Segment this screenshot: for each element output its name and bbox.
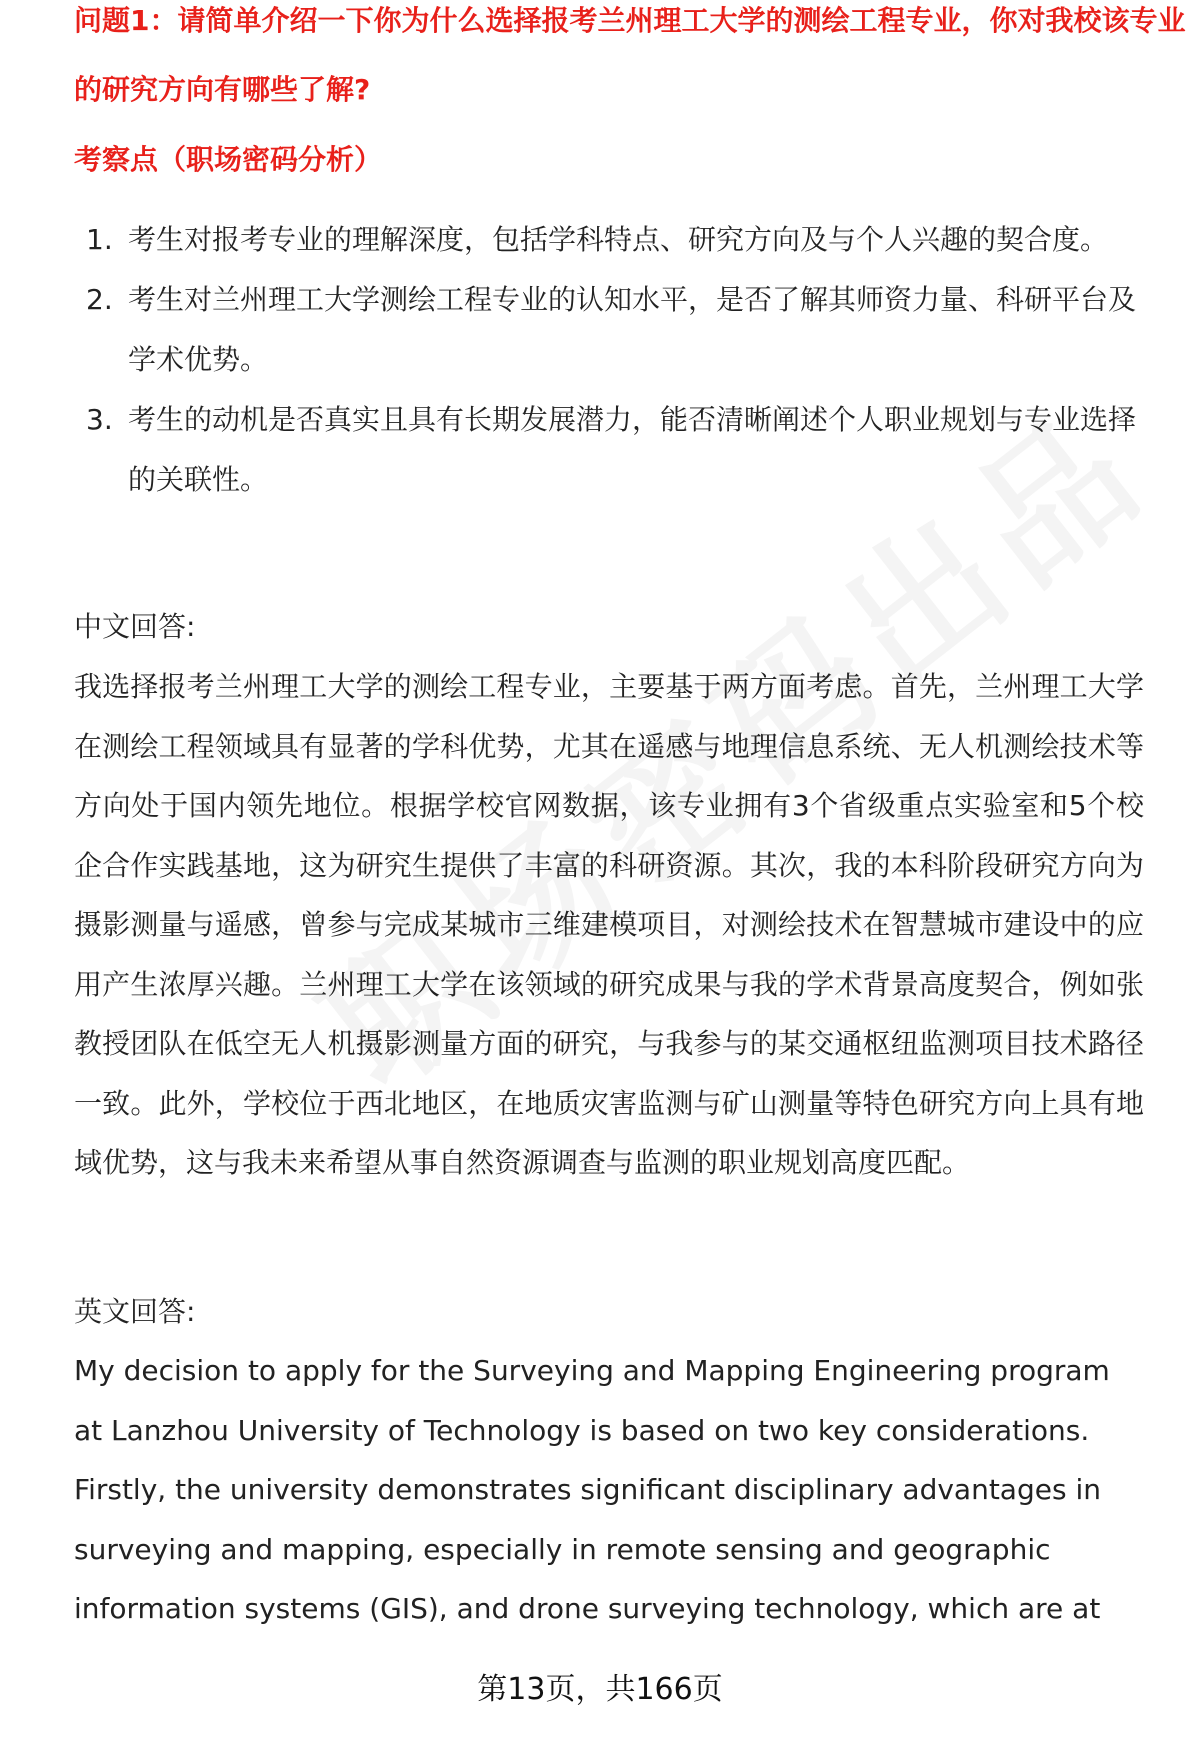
chinese-answer-text: 我选择报考兰州理工大学的测绘工程专业，主要基于两方面考虑。首先，兰州理工大学在测绘工程领域具有显著的学科优势，尤其在遥感与地理信息系统、无人机测绘技术等方向处于国内领先地位。根据学校官网数据，该专业拥有3个省级重点实验室和5个校企合作实践基地，这为研究生提供了丰富的科研资源。其次，我的本科阶段研究方向为摄影测量与遥感，曾参与完成某城市三维建模项目，对测绘技术在智慧城市建设中的应用产生浓厚兴趣。兰州理工大学在该领域的研究成果与我的学术背景高度契合，例如张教授团队在低空无人机摄影测量方面的研究，与我参与的某交通枢纽监测项目技术路径一致。此外，学校位于西北地区，在地质灾害监测与矿山测量等特色研究方向上具有地域优势，这与我未来希望从事自然资源调查与监测的职业规划高度匹配。 [74, 670, 1144, 1179]
point-number: 3. [86, 403, 113, 436]
point-number: 1. [86, 223, 113, 256]
question-line-1: 问题1：请简单介绍一下你为什么选择报考兰州理工大学的测绘工程专业，你对我校该专业 [74, 4, 1186, 37]
point-text: 考生的动机是否真实且具有长期发展潜力，能否清晰阐述个人职业规划与专业选择的关联性。 [128, 403, 1137, 496]
page-number-footer: 第13页，共166页 [477, 1672, 723, 1707]
analysis-title: 考察点（职场密码分析） [74, 143, 383, 176]
question-line-2-wrap [74, 69, 370, 111]
question-clipped-line [74, 4, 1186, 46]
point-number: 2. [86, 283, 113, 316]
analysis-point-1 [74, 210, 1144, 270]
point-text: 考生对兰州理工大学测绘工程专业的认知水平，是否了解其师资力量、科研平台及学术优势。 [128, 283, 1137, 376]
analysis-point-2 [74, 270, 1144, 390]
question-line-2: 的研究方向有哪些了解? [74, 73, 371, 106]
analysis-point-3 [74, 390, 1144, 510]
english-answer-label: 英文回答: [74, 1295, 196, 1328]
point-text: 考生对报考专业的理解深度，包括学科特点、研究方向及与个人兴趣的契合度。 [128, 223, 1109, 256]
english-answer-text: My decision to apply for the Surveying and Mapping Engineering program at Lanzhou University of Technology is based on two key considerations. Firstly, the university demonstrates significant disciplinary advantages in surveying and mapping, especially in remote sensing and geographic information systems (GIS), and drone surveying technology, which are at [74, 1354, 1110, 1625]
analysis-points-list [74, 210, 1144, 510]
chinese-answer-label: 中文回答: [74, 610, 196, 643]
